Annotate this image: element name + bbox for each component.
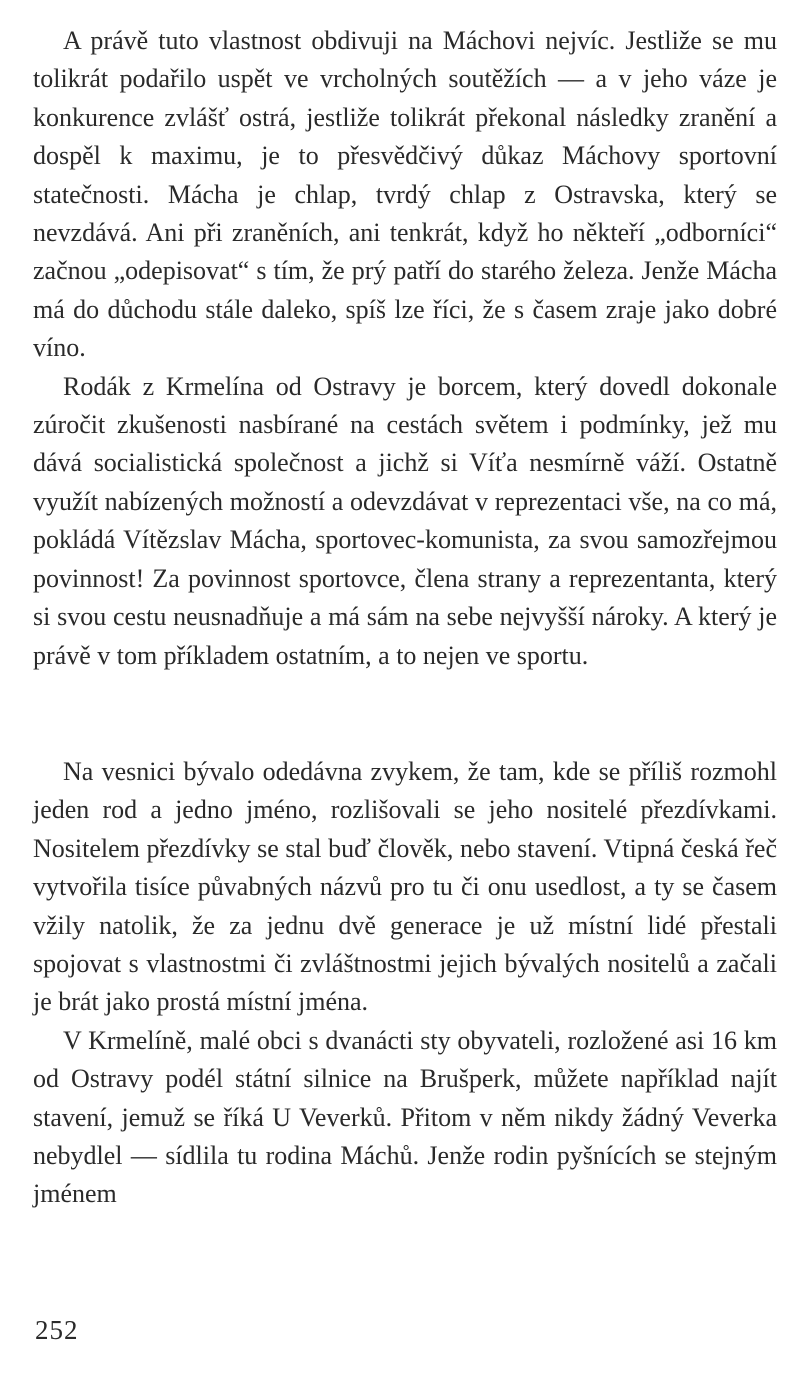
paragraph: A právě tuto vlastnost obdivuji na Máchovi nejvíc. Jestliže se mu tolikrát podařilo uspět ve vrcholných soutěžích — a v jeho váze je konkurence zvlášť ostrá, jestliže tolikrát překonal následky zranění a dospěl k maximu, je to přesvědčivý důkaz Máchovy sportovní statečnosti. Mácha je chlap, tvrdý chlap z Ostravska, který se nevzdává. Ani při zraněních, ani tenkrát, když ho někteří „odborníci“ začnou „odepisovat“ s tím, že prý patří do starého železa. Jenže Mácha má do důchodu stále daleko, spíš lze říci, že s časem zraje jako dobré víno. [33, 26, 777, 363]
paragraph: V Krmelíně, malé obci s dvanácti sty obyvateli, rozložené asi 16 km od Ostravy podél státní silnice na Brušperk, můžete například najít stavení, jemuž se říká U Veverků. Přitom v něm nikdy žádný Veverka nebydlel — sídlila tu rodina Máchů. Jenže rodin pyšnících se stejným jménem [33, 1025, 777, 1209]
page-body [33, 22, 777, 1214]
paragraph: Rodák z Krmelína od Ostravy je borcem, který dovedl dokonale zúročit zkušenosti nasbírané na cestách světem i podmínky, jež mu dává socialistická společnost a jichž si Víťa nesmírně váží. Ostatně využít nabízených možností a odevzdávat v reprezentaci vše, na co má, pokládá Vítězslav Mácha, sportovec-komunista, za svou samozřejmou povinnost! Za povinnost sportovce, člena strany a reprezentanta, který si svou cestu neusnadňuje a má sám na sebe nejvyšší nároky. A který je právě v tom příkladem ostatním, a to nejen ve sportu. [33, 371, 777, 670]
section-gap [33, 675, 777, 753]
paragraph: Na vesnici bývalo odedávna zvykem, že tam, kde se příliš rozmohl jeden rod a jedno jméno, rozlišovali se jeho nositelé přezdívkami. Nositelem přezdívky se stal buď člověk, nebo stavení. Vtipná česká řeč vytvořila tisíce půvabných názvů pro tu či onu usedlost, a ty se časem vžily natolik, že za jednu dvě generace je už místní lidé přestali spojovat s vlastnostmi či zvláštnostmi jejich bývalých nositelů a začali je brát jako prostá místní jména. [33, 756, 777, 1017]
page-number: 252 [35, 1315, 79, 1345]
